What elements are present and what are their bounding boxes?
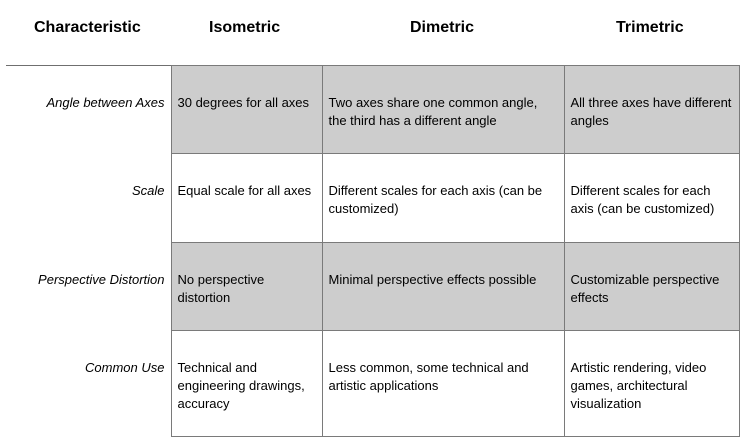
row-label-common-use: Common Use xyxy=(6,331,171,437)
table-row xyxy=(6,331,739,437)
cell-isometric: Equal scale for all axes xyxy=(171,154,322,243)
cell-trimetric: Customizable perspective effects xyxy=(564,243,739,331)
cell-isometric: No perspective distortion xyxy=(171,243,322,331)
cell-trimetric: Artistic rendering, video games, architectural visualization xyxy=(564,331,739,437)
row-label-perspective: Perspective Distortion xyxy=(6,243,171,331)
cell-dimetric: Less common, some technical and artistic applications xyxy=(322,331,564,437)
header-trimetric: Trimetric xyxy=(616,19,684,36)
cell-trimetric: All three axes have different angles xyxy=(564,66,739,154)
cell-trimetric: Different scales for each axis (can be customized) xyxy=(564,154,739,243)
cell-dimetric: Different scales for each axis (can be customized) xyxy=(322,154,564,243)
cell-isometric: 30 degrees for all axes xyxy=(171,66,322,154)
cell-isometric: Technical and engineering drawings, accuracy xyxy=(171,331,322,437)
cell-dimetric: Minimal perspective effects possible xyxy=(322,243,564,331)
header-characteristic: Characteristic xyxy=(34,19,141,36)
table-body xyxy=(6,65,740,437)
table-row xyxy=(6,243,739,331)
row-label-angle: Angle between Axes xyxy=(6,66,171,154)
header-isometric: Isometric xyxy=(209,19,281,36)
cell-dimetric: Two axes share one common angle, the third has a different angle xyxy=(322,66,564,154)
table-row xyxy=(6,154,739,243)
row-label-scale: Scale xyxy=(6,154,171,243)
header-dimetric: Dimetric xyxy=(410,19,475,36)
table-row xyxy=(6,66,739,154)
